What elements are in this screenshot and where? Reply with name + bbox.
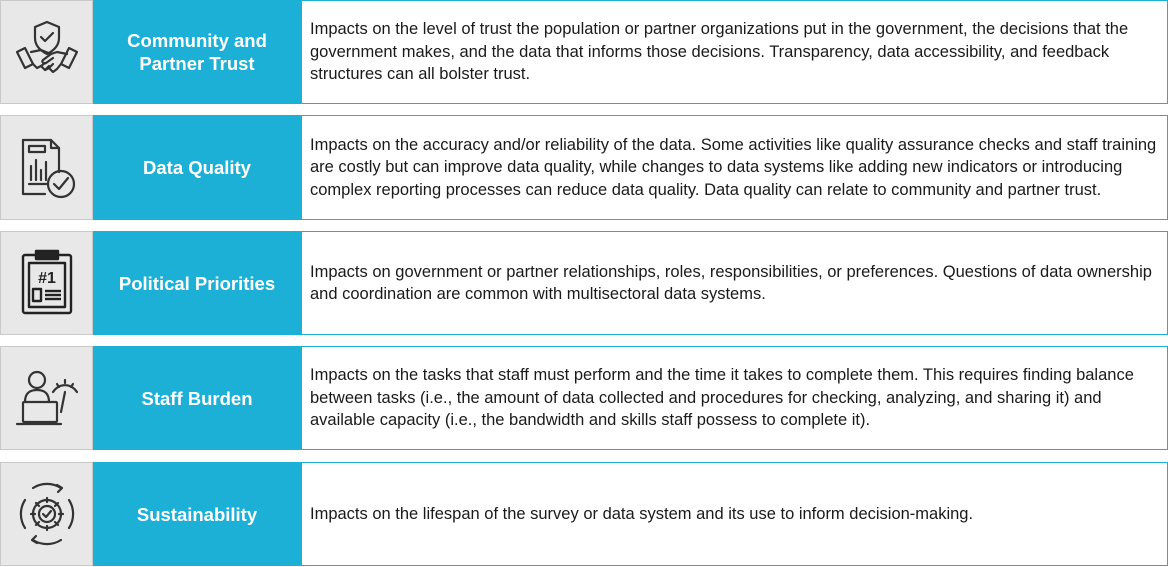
row-label: Data Quality xyxy=(93,115,301,220)
row-description xyxy=(301,462,1168,566)
icon-cell xyxy=(0,231,93,335)
description-text: Impacts on the level of trust the population or partner organizations put in the government, the decisions that the government makes, and the data that informs those decisions. Transparency, data accessibility, and feedback structures can all bolster trust. xyxy=(310,20,1129,84)
row-label: Sustainability xyxy=(93,462,301,566)
icon-cell xyxy=(0,0,93,104)
description-text: Impacts on the lifespan of the survey or data system and its use to inform decision-making. xyxy=(310,504,974,523)
person-laptop-gauge-icon xyxy=(11,362,83,434)
row-description xyxy=(301,346,1168,450)
row-data-quality xyxy=(0,115,1168,220)
row-staff-burden xyxy=(0,346,1168,450)
row-label: Staff Burden xyxy=(93,346,301,450)
row-description xyxy=(301,231,1168,335)
svg-text:#1: #1 xyxy=(37,270,56,287)
description-text: Impacts on government or partner relationships, roles, responsibilities, or preferences. Questions of data ownership and coordination are common with multisectoral data systems. xyxy=(310,262,1152,303)
description-text: Impacts on the tasks that staff must perform and the time it takes to complete them. This requires finding balance between tasks (i.e., the amount of data collected and procedures for checking, analyzing, and sharing it) and available capacity (i.e., the bandwidth and skills staff possess to complete it). xyxy=(310,366,1134,430)
icon-cell xyxy=(0,115,93,220)
row-political-priorities xyxy=(0,231,1168,335)
row-sustainability xyxy=(0,462,1168,566)
icon-cell xyxy=(0,346,93,450)
row-community-partner-trust xyxy=(0,0,1168,104)
icon-cell xyxy=(0,462,93,566)
row-description xyxy=(301,115,1168,220)
row-description xyxy=(301,0,1168,104)
row-label: Political Priorities xyxy=(93,231,301,335)
gear-cycle-icon xyxy=(11,478,83,550)
handshake-shield-icon xyxy=(11,16,83,88)
row-label: Community and Partner Trust xyxy=(93,0,301,104)
clipboard-number-one-icon xyxy=(11,247,83,319)
report-checkmark-icon xyxy=(11,132,83,204)
description-text: Impacts on the accuracy and/or reliability of the data. Some activities like quality assurance checks and staff training are costly but can improve data quality, while changes to data systems like adding new indicators or introducing complex reporting processes can reduce data quality. Data quality can relate to community and partner trust. xyxy=(310,135,1157,199)
